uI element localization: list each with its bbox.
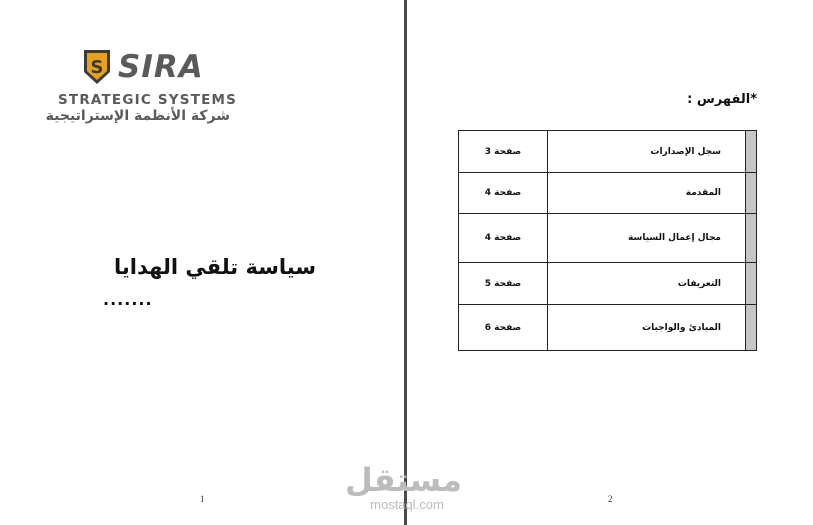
title-dots: ....... bbox=[103, 290, 153, 309]
watermark-url: mostaql.com bbox=[370, 497, 444, 512]
toc-page-ref: صفحة 4 bbox=[459, 214, 548, 262]
toc-page-ref: صفحة 3 bbox=[459, 131, 548, 172]
toc-row-strip bbox=[746, 305, 756, 350]
page-number: 2 bbox=[608, 494, 613, 504]
shield-s-icon bbox=[82, 48, 112, 86]
toc-heading: *الفهرس : bbox=[687, 92, 757, 107]
toc-item-label: المبادئ والواجبات bbox=[548, 305, 746, 350]
document-title: سياسة تلقي الهدايا bbox=[114, 255, 316, 279]
page-divider bbox=[404, 0, 407, 525]
toc-row bbox=[459, 213, 756, 262]
toc-item-label: المقدمة bbox=[548, 173, 746, 213]
watermark bbox=[344, 461, 462, 512]
page-number: 1 bbox=[200, 494, 205, 504]
toc-row-strip bbox=[746, 131, 756, 172]
toc-row-strip bbox=[746, 173, 756, 213]
toc-row bbox=[459, 131, 756, 172]
toc-item-label: مجال إعمال السياسة bbox=[548, 214, 746, 262]
toc-row-strip bbox=[746, 214, 756, 262]
logo-wordmark: SIRA bbox=[118, 49, 204, 85]
page-right bbox=[408, 0, 813, 525]
watermark-arabic: مستقل bbox=[344, 461, 462, 499]
toc-row-strip bbox=[746, 263, 756, 304]
logo-subtitle: STRATEGIC SYSTEMS bbox=[58, 92, 238, 108]
toc-row bbox=[459, 172, 756, 213]
toc-row bbox=[459, 304, 756, 350]
toc-page-ref: صفحة 4 bbox=[459, 173, 548, 213]
toc-item-label: التعريفات bbox=[548, 263, 746, 304]
toc-page-ref: صفحة 6 bbox=[459, 305, 548, 350]
page-left bbox=[0, 0, 404, 525]
toc-table bbox=[458, 130, 757, 351]
svg-text:S: S bbox=[90, 57, 104, 78]
toc-row bbox=[459, 262, 756, 304]
toc-item-label: سجل الإصدارات bbox=[548, 131, 746, 172]
logo-arabic-name: شركة الأنظمة الإستراتيجية bbox=[45, 108, 230, 124]
toc-page-ref: صفحة 5 bbox=[459, 263, 548, 304]
